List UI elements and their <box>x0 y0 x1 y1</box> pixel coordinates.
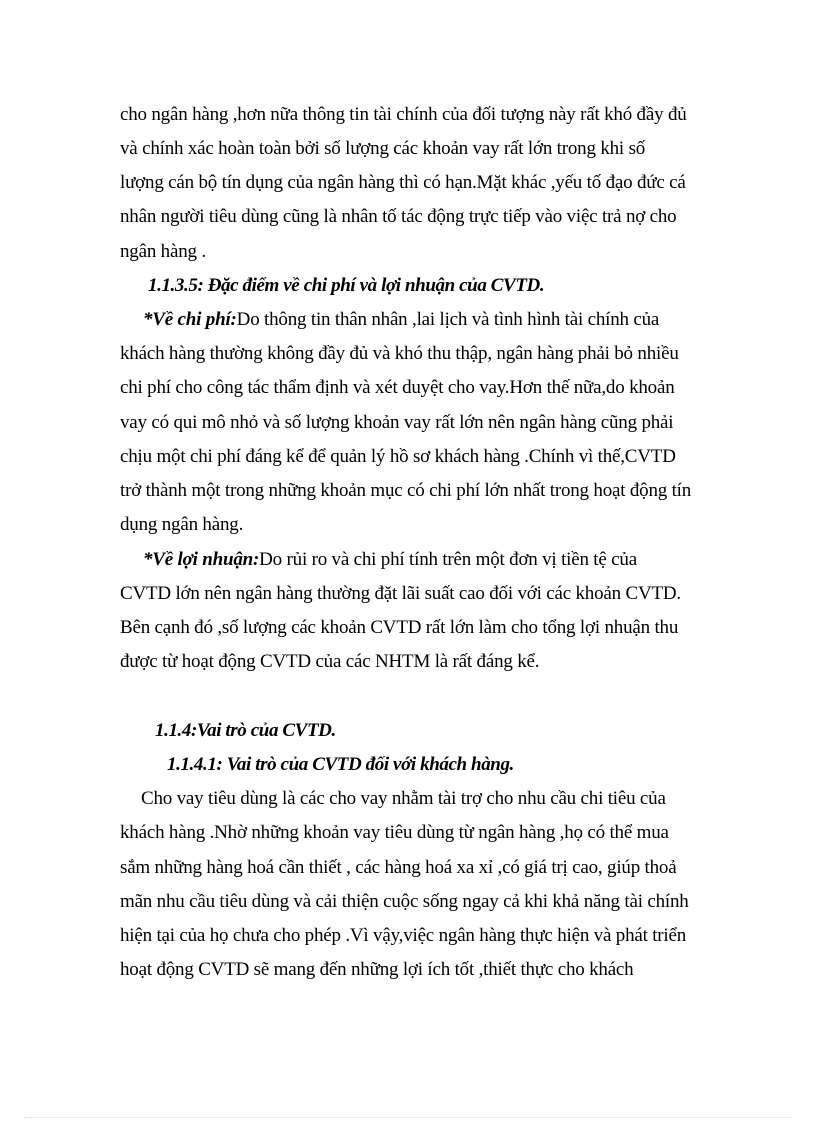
profit-first-line <box>143 548 637 572</box>
text-line: ngân hàng . <box>120 241 206 262</box>
text-line: nhân người tiêu dùng cũng là nhân tố tác động trực tiếp vào việc trả nợ cho <box>120 206 677 227</box>
text-line: lượng cán bộ tín dụng của ngân hàng thì có hạn.Mặt khác ,yếu tố đạo đức cá <box>120 172 686 193</box>
text-line: vay có qui mô nhỏ và số lượng khoản vay rất lớn nên ngân hàng cũng phải <box>120 412 674 433</box>
profit-label: *Về lợi nhuận: <box>143 549 260 570</box>
section-heading-1-1-3-5: 1.1.3.5: Đặc điểm về chi phí và lợi nhuận của CVTD. <box>148 275 545 296</box>
text-line: dụng ngân hàng. <box>120 514 244 535</box>
text-line: khách hàng thường không đầy đủ và khó thu thập, ngân hàng phải bỏ nhiều <box>120 343 679 364</box>
text-line: mãn nhu cầu tiêu dùng và cải thiện cuộc sống ngay cả khi khả năng tài chính <box>120 891 689 912</box>
text-line: hoạt động CVTD sẽ mang đến những lợi ích tốt ,thiết thực cho khách <box>120 959 634 980</box>
text-line: sắm những hàng hoá cần thiết , các hàng hoá xa xỉ ,có giá trị cao, giúp thoả <box>120 857 677 878</box>
text-line: được từ hoạt động CVTD của các NHTM là rất đáng kể. <box>120 651 540 672</box>
text-line: chịu một chi phí đáng kể để quản lý hồ sơ khách hàng .Chính vì thế,CVTD <box>120 446 676 467</box>
page-footer-divider <box>24 1117 792 1118</box>
cost-label: *Về chi phí: <box>143 309 237 330</box>
profit-first-line-text: Do rủi ro và chi phí tính trên một đơn vị tiền tệ của <box>259 549 637 570</box>
text-line: CVTD lớn nên ngân hàng thường đặt lãi suất cao đối với các khoản CVTD. <box>120 583 681 604</box>
text-line: hiện tại của họ chưa cho phép .Vì vậy,việc ngân hàng thực hiện và phát triển <box>120 925 687 946</box>
text-line: trở thành một trong những khoản mục có chi phí lớn nhất trong hoạt động tín <box>120 480 692 501</box>
text-line: chi phí cho công tác thẩm định và xét duyệt cho vay.Hơn thế nữa,do khoản <box>120 377 675 398</box>
section-heading-1-1-4-1: 1.1.4.1: Vai trò của CVTD đối với khách hàng. <box>167 754 514 775</box>
text-line: Cho vay tiêu dùng là các cho vay nhằm tài trợ cho nhu cầu chi tiêu của <box>141 788 666 809</box>
text-line: Bên cạnh đó ,số lượng các khoản CVTD rất lớn làm cho tổng lợi nhuận thu <box>120 617 679 638</box>
text-line: và chính xác hoàn toàn bởi số lượng các khoản vay rất lớn trong khi số <box>120 138 646 159</box>
section-heading-1-1-4: 1.1.4:Vai trò của CVTD. <box>155 720 336 741</box>
text-line: khách hàng .Nhờ những khoản vay tiêu dùng từ ngân hàng ,họ có thể mua <box>120 822 669 843</box>
cost-first-line-text: Do thông tin thân nhân ,lai lịch và tình hình tài chính của <box>236 309 660 330</box>
text-line: cho ngân hàng ,hơn nữa thông tin tài chính của đối tượng này rất khó đầy đủ <box>120 104 687 125</box>
cost-first-line <box>143 308 659 332</box>
